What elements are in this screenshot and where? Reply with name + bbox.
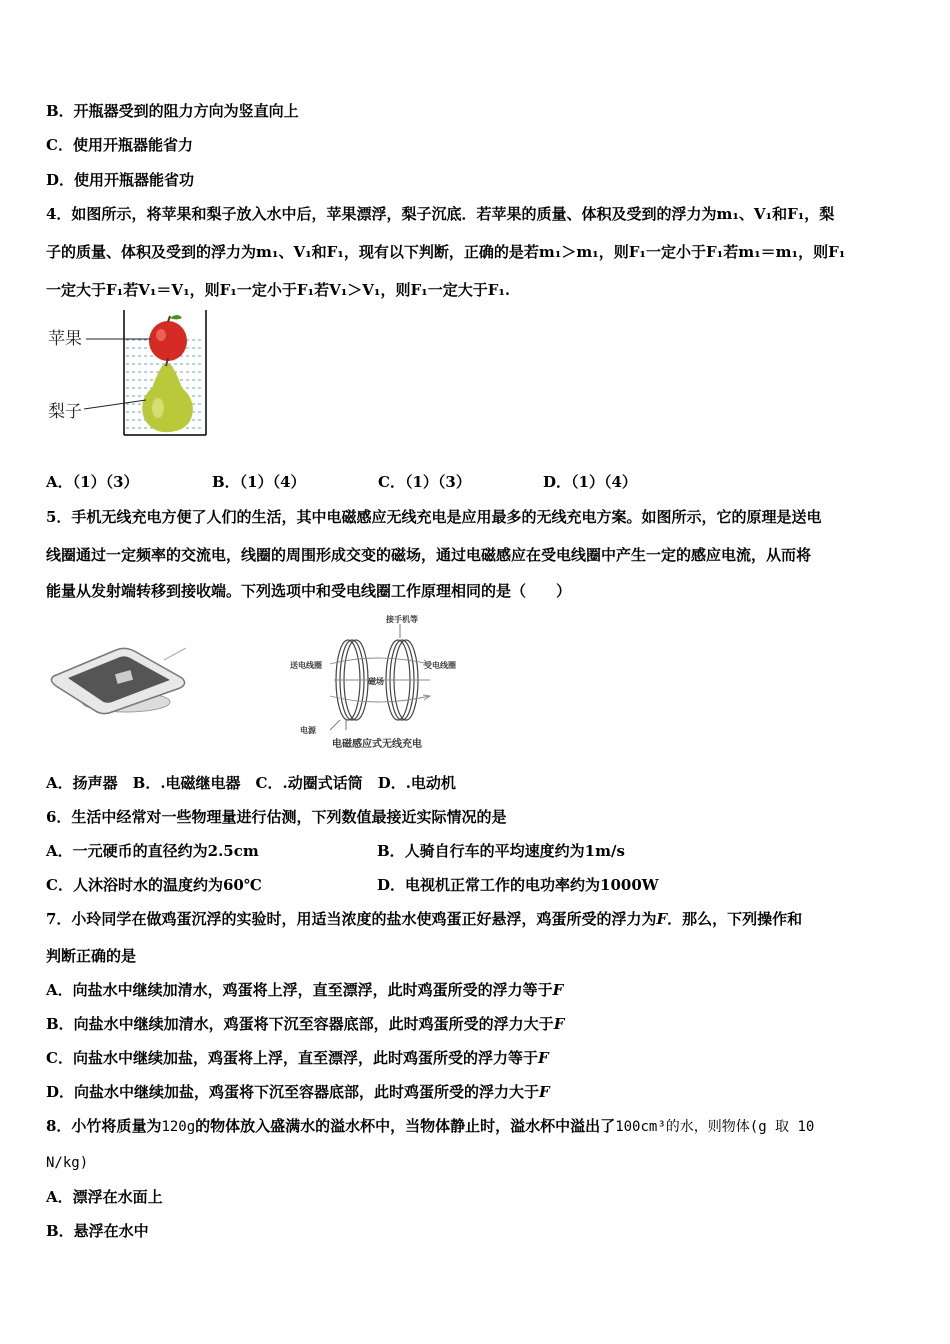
pear-pointer	[84, 400, 146, 409]
prev-option-d: D．使用开瓶器能省功	[46, 171, 195, 189]
q7-option-d	[46, 1082, 550, 1102]
prev-option-b: B．开瓶器受到的阻力方向为竖直向上	[46, 102, 299, 120]
q4-figure	[46, 308, 216, 440]
q8-stem-line2: N/kg)	[46, 1155, 89, 1171]
q7-option-c	[46, 1048, 549, 1068]
q7-option-b	[46, 1014, 564, 1034]
prev-option-c: C．使用开瓶器能省力	[46, 136, 193, 154]
q4-stem-line2: 子的质量、体积及受到的浮力为m₁、V₁和F₁，现有以下判断，正确的是若m₁＞m₁，则F₁一定小于F₁若m₁＝m₁，则F₁	[46, 243, 846, 261]
q5-options: A．扬声器 B．.电磁继电器 C．.动圈式话筒 D．.电动机	[46, 774, 456, 792]
q4-option-b: B．（1）（4）	[212, 473, 306, 491]
q4-option-c: C．（1）（3）	[378, 473, 471, 491]
q5-stem-line1: 5．手机无线充电方便了人们的生活，其中电磁感应无线充电是应用最多的无线充电方案。如图所示，它的原理是送电	[46, 508, 822, 526]
q8-stem-line1	[46, 1116, 814, 1137]
q7-option-a-text: A．向盐水中继续加清水，鸡蛋将上浮，直至漂浮，此时鸡蛋所受的浮力等于	[46, 981, 553, 999]
q5-stem-line3: 能量从发射端转移到接收端。下列选项中和受电线圈工作原理相同的是（ ）	[46, 582, 572, 600]
q7-option-b-var: F	[553, 1015, 565, 1033]
coil-label-recv: 受电线圈	[424, 661, 456, 670]
coil-caption: 电磁感应式无线充电	[332, 739, 422, 750]
q6-option-d: D．电视机正常工作的电功率约为1000W	[377, 876, 659, 894]
apple-label: 苹果	[48, 329, 82, 349]
q6-option-b: B．人骑自行车的平均速度约为1m/s	[377, 842, 625, 860]
q4-option-d: D．（1）（4）	[543, 473, 637, 491]
q7-option-d-var: F	[539, 1083, 550, 1101]
q7-stem-line1	[46, 909, 802, 929]
coil-label-power: 电源	[300, 726, 316, 735]
q7-option-a-var: F	[552, 981, 564, 999]
q8-stem-c: 的水，则物体(g 取 10	[665, 1119, 815, 1135]
q8-mass: 120g	[161, 1119, 196, 1135]
q7-option-d-text: D．向盐水中继续加盐，鸡蛋将下沉至容器底部，此时鸡蛋所受的浮力大于	[46, 1083, 540, 1101]
q6-option-a: A．一元硬币的直径约为2.5cm	[46, 842, 259, 860]
q7-stem-line2: 判断正确的是	[46, 947, 137, 965]
q7-stem-tail: ．那么，下列操作和	[667, 910, 803, 928]
q7-option-b-text: B．向盐水中继续加清水，鸡蛋将下沉至容器底部，此时鸡蛋所受的浮力大于	[46, 1015, 554, 1033]
q7-option-c-text: C．向盐水中继续加盐，鸡蛋将上浮，直至漂浮，此时鸡蛋所受的浮力等于	[46, 1049, 538, 1067]
coil-label-mag: 磁场	[368, 677, 384, 686]
coil-label-top: 接手机等	[386, 615, 418, 624]
q6-stem: 6．生活中经常对一些物理量进行估测，下列数值最接近实际情况的是	[46, 808, 507, 826]
q8-stem-a: 8．小竹将质量为	[46, 1117, 162, 1135]
q4-stem-line1: 4．如图所示，将苹果和梨子放入水中后，苹果漂浮，梨子沉底．若苹果的质量、体积及受到的浮力为m₁、V₁和F₁，梨	[46, 205, 835, 223]
q4-stem-line3: 一定大于F₁若V₁＝V₁，则F₁一定小于F₁若V₁＞V₁，则F₁一定大于F₁.	[46, 281, 511, 299]
q7-var-f: F	[656, 910, 668, 928]
coil-figure	[290, 612, 470, 752]
q7-option-c-var: F	[537, 1049, 549, 1067]
apple-image	[149, 315, 187, 361]
q8-volume: 100cm³	[615, 1119, 666, 1135]
q7-stem-text: 7．小玲同学在做鸡蛋沉浮的实验时，用适当浓度的盐水使鸡蛋正好悬浮，鸡蛋所受的浮力为	[46, 910, 657, 928]
q8-option-b: B．悬浮在水中	[46, 1222, 149, 1240]
q5-stem-line2: 线圈通过一定频率的交流电，线圈的周围形成交变的磁场，通过电磁感应在受电线圈中产生一定的感应电流，从而将	[46, 546, 812, 564]
coil-label-send: 送电线圈	[290, 661, 322, 670]
q8-option-a: A．漂浮在水面上	[46, 1188, 163, 1206]
q6-option-c: C．人沐浴时水的温度约为60℃	[46, 876, 262, 894]
pear-label: 梨子	[48, 402, 82, 422]
phone-charger-figure	[46, 640, 196, 720]
q8-stem-b: 的物体放入盛满水的溢水杯中，当物体静止时，溢水杯中溢出了	[195, 1117, 616, 1135]
pear-image	[142, 358, 193, 432]
q7-option-a	[46, 980, 563, 1000]
q4-option-a: A．（1）（3）	[46, 473, 139, 491]
